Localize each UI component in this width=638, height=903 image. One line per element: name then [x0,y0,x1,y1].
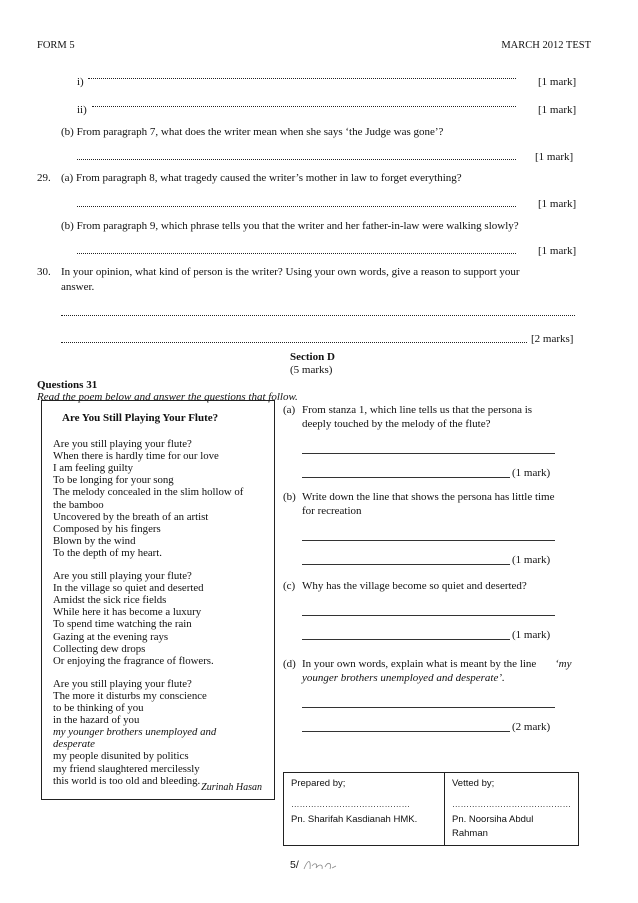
poem-line: Are you still playing your flute? [53,570,192,582]
answer-line[interactable] [302,564,510,565]
q29-a-question: (a) From paragraph 8, what tragedy caused the writer’s mother in law to forget everything? [61,172,462,184]
poem-line: In the village so quiet and deserted [53,582,204,595]
poem-line: Composed by his fingers [53,522,161,535]
poem-line: To be longing for your song [53,474,174,487]
signoff-table [283,772,579,846]
q28-ii-mark: [1 mark] [538,104,577,116]
poem-author: Zurinah Hasan [201,782,262,793]
question-text-line2: younger brothers unemployed and desperate’. [302,672,505,684]
prepared-name: Pn. Sharifah Kasdianah HMK. [291,814,418,825]
q28-i-mark: [1 mark] [538,76,577,88]
poem-line: To the depth of my heart. [53,546,162,559]
header-date: MARCH 2012 TEST [501,40,591,51]
poem-line: Blown by the wind [53,534,136,547]
poem-line: When there is hardly time for our love [53,450,219,463]
question-text-line2: deeply touched by the melody of the flute? [302,418,491,430]
poem-line: The more it disturbs my conscience [53,689,207,702]
poem-title: Are You Still Playing Your Flute? [62,412,219,424]
answer-line[interactable] [61,342,527,343]
poem-line: Are you still playing your flute? [53,677,192,690]
prepared-label: Prepared by; [291,778,346,789]
answer-line[interactable] [92,106,516,107]
section-marks: (5 marks) [290,364,333,376]
handwritten-signature [302,857,338,873]
poem-line: Gazing at the evening rays [53,630,169,643]
answer-line[interactable] [302,707,555,708]
section-title: Section D [290,351,335,363]
poem-line: the bamboo [53,498,104,511]
question-mark: (1 mark) [512,554,551,566]
poem-line: Collecting dew drops [53,642,146,655]
prepared-signature-dots: …………………………………… [291,799,410,809]
q30-question-line2: answer. [61,281,95,293]
poem-box [41,400,275,800]
question-text-line1: In your own words, explain what is meant by the line [302,658,537,670]
question-label: (d) [283,658,296,670]
poem-line: my people disunited by politics [53,750,189,763]
answer-line[interactable] [77,253,516,254]
vetted-name: Pn. Noorsiha Abdul Rahman [452,814,534,839]
answer-line[interactable] [302,731,510,732]
question-label: (b) [283,491,296,503]
q31-instruction: Read the poem below and answer the questions that follow. [37,391,298,403]
poem-line: this world is too old and bleeding. [53,774,201,787]
q28-b-mark: [1 mark] [535,151,574,163]
vetted-signature-dots: …………………………………… [452,799,571,809]
vetted-label: Vetted by; [452,778,495,789]
q28-i-label: i) [77,76,84,88]
question-mark: (1 mark) [512,629,551,641]
page-number: 5/ [290,859,299,871]
vetted-cell [445,773,579,846]
poem-line: To spend time watching the rain [53,618,192,631]
poem-line: While here it has become a luxury [53,606,202,619]
q30-question-line1: In your opinion, what kind of person is the writer? Using your own words, give a reason to support your [61,266,520,278]
poem-line: my younger brothers unemployed and [53,726,217,739]
q28-ii-label: ii) [77,104,87,116]
answer-line[interactable] [302,615,555,616]
answer-line[interactable] [77,206,516,207]
question-text-line1: Why has the village become so quiet and deserted? [302,580,527,592]
q30-number: 30. [37,266,51,278]
poem-line: Or enjoying the fragrance of flowers. [53,654,214,667]
question-text-line1: From stanza 1, which line tells us that the persona is [302,404,533,416]
answer-line[interactable] [77,159,516,160]
q30-mark: [2 marks] [531,333,574,345]
answer-line[interactable] [302,639,510,640]
answer-line[interactable] [61,315,575,316]
poem-line: Uncovered by the breath of an artist [53,510,209,523]
poem-line: I am feeling guilty [53,462,134,475]
poem-line: The melody concealed in the slim hollow of [53,486,244,499]
header-form: FORM 5 [37,40,75,51]
poem-line: to be thinking of you [53,702,144,714]
poem-line: Are you still playing your flute? [53,438,192,450]
question-text-line2: for recreation [302,505,362,517]
question-text-line1: Write down the line that shows the persona has little time [302,491,555,503]
q31-title: Questions 31 [37,379,98,391]
answer-line[interactable] [302,453,555,454]
q29-number: 29. [37,172,51,184]
question-label: (c) [283,580,296,592]
question-label: (a) [283,404,296,416]
q29-a-mark: [1 mark] [538,198,577,210]
poem-line: desperate [53,738,95,751]
question-mark: (2 mark) [512,721,551,733]
prepared-cell [284,773,445,846]
poem-line: my friend slaughtered mercilessly [53,762,200,775]
answer-line[interactable] [302,477,510,478]
q29-b-mark: [1 mark] [538,245,577,257]
poem-line: in the hazard of you [53,714,140,727]
question-mark: (1 mark) [512,467,551,479]
answer-line[interactable] [302,540,555,541]
q29-b-question: (b) From paragraph 9, which phrase tells you that the writer and her father-in-law were walking slowly? [61,220,519,232]
poem-line: Amidst the sick rice fields [53,594,167,607]
q28-b-question: (b) From paragraph 7, what does the writer mean when she says ‘the Judge was gone’? [61,126,444,138]
answer-line[interactable] [88,78,516,79]
question-quote: ‘my [555,658,572,670]
